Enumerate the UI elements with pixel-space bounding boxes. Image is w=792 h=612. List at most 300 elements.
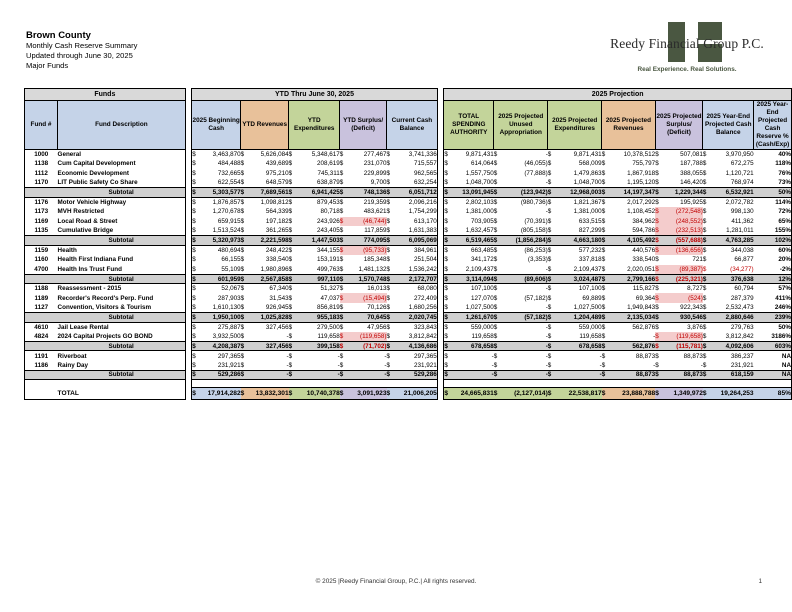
currency-symbol: $ [192, 150, 199, 160]
cell-ytd-revenues: 926,945 [265, 304, 289, 312]
cell-projected-surplus: 922,343 [680, 304, 703, 312]
table-row [25, 178, 792, 188]
cell-ytd-expenditures: 279,500 [317, 323, 340, 331]
currency-symbol: $ [192, 255, 199, 265]
cell-projected-surplus: 388,055 [680, 169, 703, 177]
cell-projected-revenues: 562,876 [608, 341, 655, 351]
currency-symbol: $ [340, 313, 347, 323]
cell-fund-description: Health First Indiana Fund [58, 255, 186, 265]
currency-symbol: $ [444, 332, 451, 342]
cell-projected-surplus: 1,229,344 [662, 188, 703, 198]
currency-symbol: $ [340, 388, 347, 400]
cell-projected-expenditures: 337,818 [578, 256, 602, 264]
col-ytd-revenues: YTD Revenues [241, 101, 289, 150]
cell-fund-no: 1186 [25, 361, 58, 371]
cell-projected-expenditures: 3,024,487 [555, 274, 602, 284]
cell-total-spending-authority: 559,000 [471, 323, 494, 331]
table-row [25, 265, 792, 275]
currency-symbol: $ [444, 284, 451, 294]
cell-yearend-cash: 3,970,950 [725, 151, 754, 159]
currency-symbol: $ [702, 160, 707, 168]
currency-symbol: $ [386, 361, 391, 369]
cell-projected-surplus: 8,727 [687, 285, 703, 293]
currency-symbol: $ [339, 361, 344, 369]
cell-ytd-expenditures: 80,718 [320, 208, 340, 216]
cell-current-cash: 962,565 [393, 169, 437, 179]
cell-total-spending-authority: 1,381,000 [465, 208, 494, 216]
subtotal-row [25, 313, 792, 323]
cell-projected-expenditures: 577,232 [578, 246, 602, 254]
cell-ytd-surplus: 9,700 [370, 179, 387, 187]
cell-yearend-cash: 287,379 [730, 294, 754, 302]
currency-symbol: $ [655, 169, 659, 177]
currency-symbol: $ [655, 274, 662, 284]
cell-ytd-expenditures: - [337, 361, 340, 369]
currency-symbol: $ [547, 169, 552, 177]
total-unused-appropriation: (2,127,014) [501, 388, 548, 400]
currency-symbol: $ [339, 285, 344, 293]
cell-fund-description: Motor Vehicle Highway [58, 197, 186, 207]
currency-symbol: $ [655, 323, 659, 331]
currency-symbol: $ [339, 199, 344, 207]
cell-ytd-surplus: 231,070 [363, 160, 387, 168]
subtotal-row [25, 188, 792, 198]
currency-symbol: $ [601, 160, 606, 168]
currency-symbol: $ [192, 341, 199, 351]
currency-symbol: $ [601, 199, 606, 207]
cell-projected-revenues: 440,576 [632, 246, 656, 254]
cell-unused-appropriation: (1,856,284) [501, 236, 548, 246]
currency-symbol: $ [702, 208, 707, 216]
cell-projected-expenditures: 2,109,437 [573, 265, 602, 273]
currency-symbol: $ [192, 293, 199, 303]
cell-beginning-cash: 287,903 [217, 294, 241, 302]
cell-fund-no: 1189 [25, 293, 58, 303]
currency-symbol: $ [655, 256, 659, 264]
currency-symbol: $ [493, 160, 498, 168]
cell-total-spending-authority: 341,172 [471, 256, 494, 264]
cell-ytd-expenditures: 399,158 [295, 341, 339, 351]
company-logo [610, 22, 764, 80]
cell-reserve-percent: 50% [754, 188, 792, 198]
cell-current-cash: 4,136,686 [393, 341, 437, 351]
currency-symbol: $ [240, 169, 245, 177]
currency-symbol: $ [192, 303, 199, 313]
cell-reserve-percent: 411% [754, 293, 792, 303]
cell-fund-no: 1138 [25, 159, 58, 169]
currency-symbol: $ [655, 332, 662, 342]
cell-current-cash: 231,921 [393, 361, 437, 371]
currency-symbol: $ [702, 169, 707, 177]
cell-projected-surplus: 88,873 [662, 370, 703, 380]
currency-symbol: $ [240, 285, 245, 293]
currency-symbol: $ [702, 332, 707, 340]
currency-symbol: $ [386, 246, 391, 254]
cell-beginning-cash: 5,320,973 [198, 236, 240, 246]
cell-current-cash: 632,254 [393, 178, 437, 188]
currency-symbol: $ [386, 227, 391, 235]
currency-symbol: $ [548, 236, 555, 246]
currency-symbol: $ [493, 256, 498, 264]
cell-current-cash: 323,843 [393, 322, 437, 332]
cell-yearend-cash: (34,277) [730, 265, 754, 273]
col-current-cash: Current Cash Balance [387, 101, 438, 150]
currency-symbol: $ [703, 341, 710, 351]
cell-projected-expenditures: 1,381,000 [573, 208, 602, 216]
currency-symbol: $ [494, 188, 501, 198]
currency-symbol: $ [601, 217, 606, 225]
cell-ytd-expenditures: - [337, 352, 340, 360]
currency-symbol: $ [494, 341, 501, 351]
cell-ytd-expenditures: 153,191 [317, 256, 340, 264]
cell-projected-surplus: 146,420 [680, 179, 703, 187]
cell-ytd-revenues: 1,025,828 [247, 313, 288, 323]
cell-fund-description: Convention, Visitors & Tourism [58, 303, 186, 313]
cell-ytd-revenues: 975,210 [265, 169, 289, 177]
cell-fund-description: Local Road & Street [58, 217, 186, 227]
cell-ytd-surplus: 70,645 [346, 313, 386, 323]
cell-unused-appropriation: (3,353) [527, 256, 548, 264]
cell-beginning-cash: 3,932,500 [212, 332, 241, 340]
footer-copyright: © 2025 |Reedy Financial Group, P.C.| All rights reserved. [315, 578, 477, 585]
cell-ytd-surplus: 117,859 [364, 227, 387, 235]
cell-total-spending-authority: - [491, 352, 494, 360]
cell-reserve-percent: 40% [754, 150, 792, 160]
cell-fund-description: Health [58, 245, 186, 255]
cell-ytd-surplus: - [384, 361, 387, 369]
currency-symbol: $ [386, 256, 391, 264]
cell-unused-appropriation: - [545, 179, 548, 187]
col-yearend-cash-balance: 2025 Year-End Projected Cash Balance [703, 101, 754, 150]
currency-symbol: $ [444, 159, 451, 169]
currency-symbol: $ [192, 236, 199, 246]
currency-symbol: $ [602, 370, 609, 380]
currency-symbol: $ [601, 208, 606, 216]
currency-symbol: $ [288, 169, 293, 177]
currency-symbol: $ [192, 226, 199, 236]
currency-symbol: $ [340, 293, 347, 303]
cell-fund-description: Subtotal [58, 274, 186, 284]
currency-symbol: $ [386, 208, 391, 216]
currency-symbol: $ [444, 274, 451, 284]
currency-symbol: $ [702, 294, 707, 302]
cell-unused-appropriation: (57,182) [524, 294, 548, 302]
currency-symbol: $ [288, 217, 293, 225]
cell-beginning-cash: 1,270,678 [212, 208, 241, 216]
currency-symbol: $ [339, 179, 344, 187]
cell-yearend-cash: 4,763,285 [710, 236, 754, 246]
cell-yearend-cash: 672,275 [730, 160, 754, 168]
cell-current-cash: 1,536,242 [393, 265, 437, 275]
currency-symbol: $ [288, 179, 293, 187]
cell-ytd-expenditures: 997,110 [295, 274, 339, 284]
currency-symbol: $ [655, 285, 659, 293]
cell-yearend-cash: 411,362 [731, 217, 754, 225]
cell-unused-appropriation: (980,736) [520, 199, 548, 207]
cell-reserve-percent: 20% [754, 255, 792, 265]
cell-yearend-cash: 768,974 [730, 179, 754, 187]
table-row [25, 150, 792, 160]
currency-symbol: $ [288, 304, 293, 312]
cell-reserve-percent: 246% [754, 303, 792, 313]
currency-symbol: $ [547, 294, 552, 302]
currency-symbol: $ [240, 352, 245, 360]
total-ytd-revenues: 13,832,301 [247, 388, 288, 400]
cell-yearend-cash: 4,092,606 [710, 341, 754, 351]
cell-fund-no: 1000 [25, 150, 58, 160]
currency-symbol: $ [602, 274, 609, 284]
currency-symbol: $ [288, 294, 293, 302]
cell-unused-appropriation: (86,253) [524, 246, 548, 254]
cell-projected-revenues: 2,017,292 [627, 199, 656, 207]
currency-symbol: $ [444, 226, 451, 236]
currency-symbol: $ [387, 188, 394, 198]
currency-symbol: $ [240, 160, 245, 168]
currency-symbol: $ [386, 217, 391, 225]
cell-ytd-expenditures: 5,348,617 [311, 151, 340, 159]
total-beginning-cash: 17,914,282 [198, 388, 240, 400]
cell-fund-description: Jail Lease Rental [58, 322, 186, 332]
cell-ytd-revenues: 648,579 [265, 179, 289, 187]
cell-ytd-revenues: 248,422 [265, 246, 289, 254]
currency-symbol: $ [289, 313, 296, 323]
cell-ytd-surplus: 16,013 [367, 285, 387, 293]
currency-symbol: $ [241, 370, 248, 380]
currency-symbol: $ [386, 179, 391, 187]
currency-symbol: $ [192, 313, 199, 323]
cell-yearend-cash: 2,532,473 [725, 304, 754, 312]
currency-symbol: $ [340, 245, 347, 255]
currency-symbol: $ [444, 207, 451, 217]
currency-symbol: $ [444, 150, 451, 160]
cell-total-spending-authority: 703,905 [471, 217, 494, 225]
currency-symbol: $ [386, 265, 391, 273]
total-projected-revenues: 23,888,788 [608, 388, 655, 400]
cell-projected-revenues: 10,378,512 [623, 151, 656, 159]
currency-symbol: $ [386, 352, 391, 360]
currency-symbol: $ [339, 227, 344, 235]
cell-projected-expenditures: 678,658 [555, 341, 602, 351]
currency-symbol: $ [547, 323, 552, 331]
cell-projected-expenditures: 1,204,489 [555, 313, 602, 323]
group-funds: Funds [25, 89, 186, 101]
currency-symbol: $ [547, 304, 552, 312]
currency-symbol: $ [655, 226, 662, 236]
cell-total-spending-authority: 1,557,750 [465, 169, 494, 177]
org-name: Brown County [26, 30, 91, 41]
currency-symbol: $ [444, 370, 451, 380]
currency-symbol: $ [288, 227, 293, 235]
currency-symbol: $ [655, 217, 662, 227]
currency-symbol: $ [655, 245, 662, 255]
table-row [25, 303, 792, 313]
cell-reserve-percent: 118% [754, 159, 792, 169]
currency-symbol: $ [387, 341, 394, 351]
cell-projected-expenditures: 1,821,367 [573, 199, 602, 207]
cell-beginning-cash: 1,513,524 [212, 227, 241, 235]
currency-symbol: $ [548, 313, 555, 323]
currency-symbol: $ [289, 370, 296, 380]
cell-projected-expenditures: 9,871,431 [573, 151, 602, 159]
cell-fund-description: Subtotal [58, 341, 186, 351]
currency-symbol: $ [288, 285, 293, 293]
cell-fund-description: MVH Restricted [58, 207, 186, 217]
currency-symbol: $ [444, 236, 451, 246]
cell-beginning-cash: 1,950,100 [198, 313, 240, 323]
currency-symbol: $ [387, 370, 394, 380]
currency-symbol: $ [387, 274, 394, 284]
currency-symbol: $ [386, 199, 391, 207]
currency-symbol: $ [387, 236, 394, 246]
currency-symbol: $ [288, 323, 293, 331]
currency-symbol: $ [192, 351, 199, 361]
cell-total-spending-authority: - [491, 361, 494, 369]
cell-unused-appropriation: (805,158) [520, 227, 548, 235]
cell-current-cash: 1,631,383 [393, 226, 437, 236]
cell-projected-revenues: 1,949,843 [627, 304, 656, 312]
cell-yearend-cash: 6,532,921 [710, 188, 754, 198]
cell-reserve-percent: 65% [754, 217, 792, 227]
col-projected-revenues: 2025 Projected Revenues [602, 101, 656, 150]
cell-fund-no: 1112 [25, 169, 58, 179]
currency-symbol: $ [702, 323, 707, 331]
cell-fund-description: Subtotal [58, 370, 186, 380]
currency-symbol: $ [548, 370, 555, 380]
currency-symbol: $ [240, 199, 245, 207]
cell-yearend-cash: 2,880,646 [710, 313, 754, 323]
currency-symbol: $ [386, 304, 391, 312]
currency-symbol: $ [494, 388, 501, 400]
cell-yearend-cash: 1,120,721 [725, 169, 754, 177]
currency-symbol: $ [601, 304, 606, 312]
cell-ytd-surplus: 1,570,748 [346, 274, 386, 284]
cell-projected-revenues: 2,135,034 [608, 313, 655, 323]
cell-projected-surplus: (232,513) [662, 226, 703, 236]
cell-fund-no [25, 188, 58, 198]
currency-symbol: $ [601, 294, 606, 302]
cell-ytd-surplus: 219,359 [363, 199, 387, 207]
cell-fund-description: Subtotal [58, 236, 186, 246]
cell-ytd-expenditures: 879,453 [317, 199, 340, 207]
currency-symbol: $ [444, 245, 451, 255]
cell-yearend-cash: 231,921 [730, 361, 754, 369]
cell-projected-revenues: 4,105,492 [608, 236, 655, 246]
cell-unused-appropriation: (46,055) [524, 160, 548, 168]
cell-ytd-revenues: 327,456 [247, 341, 288, 351]
currency-symbol: $ [240, 208, 245, 216]
currency-symbol: $ [703, 370, 710, 380]
cell-total-spending-authority: 1,632,457 [465, 227, 494, 235]
col-ytd-expenditures: YTD Expenditures [289, 101, 340, 150]
cell-projected-surplus: (225,321) [662, 274, 703, 284]
table-row [25, 293, 792, 303]
cell-ytd-surplus: 185,348 [363, 256, 387, 264]
currency-symbol: $ [548, 188, 555, 198]
currency-symbol: $ [493, 151, 498, 159]
cell-ytd-revenues: 2,221,598 [247, 236, 288, 246]
cell-current-cash: 297,365 [393, 351, 437, 361]
table-row [25, 245, 792, 255]
currency-symbol: $ [493, 227, 498, 235]
total-current-cash: 21,006,205 [393, 388, 437, 400]
report-header [26, 30, 137, 71]
cell-ytd-surplus: (46,744) [346, 217, 386, 227]
currency-symbol: $ [655, 207, 662, 217]
currency-symbol: $ [655, 304, 659, 312]
currency-symbol: $ [493, 304, 498, 312]
currency-symbol: $ [655, 236, 662, 246]
cell-yearend-cash: 344,038 [730, 246, 754, 254]
cell-projected-surplus: (524) [662, 293, 703, 303]
currency-symbol: $ [192, 217, 199, 227]
currency-symbol: $ [444, 197, 451, 207]
currency-symbol: $ [655, 370, 662, 380]
cell-ytd-revenues: 7,689,561 [247, 188, 288, 198]
currency-symbol: $ [494, 370, 501, 380]
cell-beginning-cash: 732,665 [217, 169, 241, 177]
cell-reserve-percent: 12% [754, 274, 792, 284]
cell-beginning-cash: 622,554 [217, 179, 241, 187]
cell-ytd-expenditures: 1,447,503 [295, 236, 339, 246]
col-unused-appropriation: 2025 Projected Unused Appropriation [494, 101, 548, 150]
col-fund-no: Fund # [25, 101, 58, 150]
cell-ytd-revenues: 439,689 [265, 160, 289, 168]
cell-projected-revenues: 338,540 [632, 256, 656, 264]
currency-symbol: $ [655, 313, 662, 323]
table-row [25, 159, 792, 169]
cell-ytd-surplus: (71,702) [346, 341, 386, 351]
cell-total-spending-authority: 678,658 [451, 341, 494, 351]
cell-ytd-revenues: - [286, 361, 289, 369]
currency-symbol: $ [240, 179, 245, 187]
cell-projected-surplus: 3,876 [687, 323, 703, 331]
cell-projected-revenues: 384,962 [632, 217, 656, 225]
cell-fund-no [25, 274, 58, 284]
cell-projected-surplus: 187,788 [680, 160, 703, 168]
cell-projected-surplus: (557,688) [662, 236, 703, 246]
currency-symbol: $ [494, 236, 501, 246]
cell-projected-surplus: 721 [692, 256, 703, 264]
cell-ytd-surplus: (119,658) [346, 332, 386, 342]
cell-current-cash: 272,409 [393, 293, 437, 303]
cell-ytd-revenues: 67,340 [269, 285, 289, 293]
currency-symbol: $ [444, 188, 451, 198]
cell-yearend-cash: 60,794 [734, 285, 754, 293]
cell-ytd-surplus: 774,095 [346, 236, 386, 246]
currency-symbol: $ [601, 352, 606, 360]
report-asof-date: Updated through June 30, 2025 [26, 51, 133, 60]
cell-fund-description: Cum Capital Development [58, 159, 186, 169]
currency-symbol: $ [702, 352, 707, 360]
cell-yearend-cash: 618,159 [710, 370, 754, 380]
cell-unused-appropriation: - [501, 370, 548, 380]
cell-ytd-expenditures: 208,619 [317, 160, 340, 168]
currency-symbol: $ [192, 197, 199, 207]
currency-symbol: $ [240, 265, 245, 273]
page-number: 1 [758, 578, 762, 585]
currency-symbol: $ [240, 332, 245, 340]
cell-fund-description: Economic Development [58, 169, 186, 179]
group-projection: 2025 Projection [444, 89, 792, 101]
currency-symbol: $ [601, 169, 606, 177]
cell-ytd-expenditures: 745,311 [317, 169, 340, 177]
cell-ytd-surplus: 1,481,132 [358, 265, 387, 273]
cell-unused-appropriation: (123,942) [501, 188, 548, 198]
currency-symbol: $ [241, 341, 248, 351]
col-beginning-cash: 2025 Beginning Cash [192, 101, 241, 150]
total-ytd-expenditures: 10,740,378 [295, 388, 339, 400]
cell-projected-revenues: 1,867,918 [627, 169, 656, 177]
